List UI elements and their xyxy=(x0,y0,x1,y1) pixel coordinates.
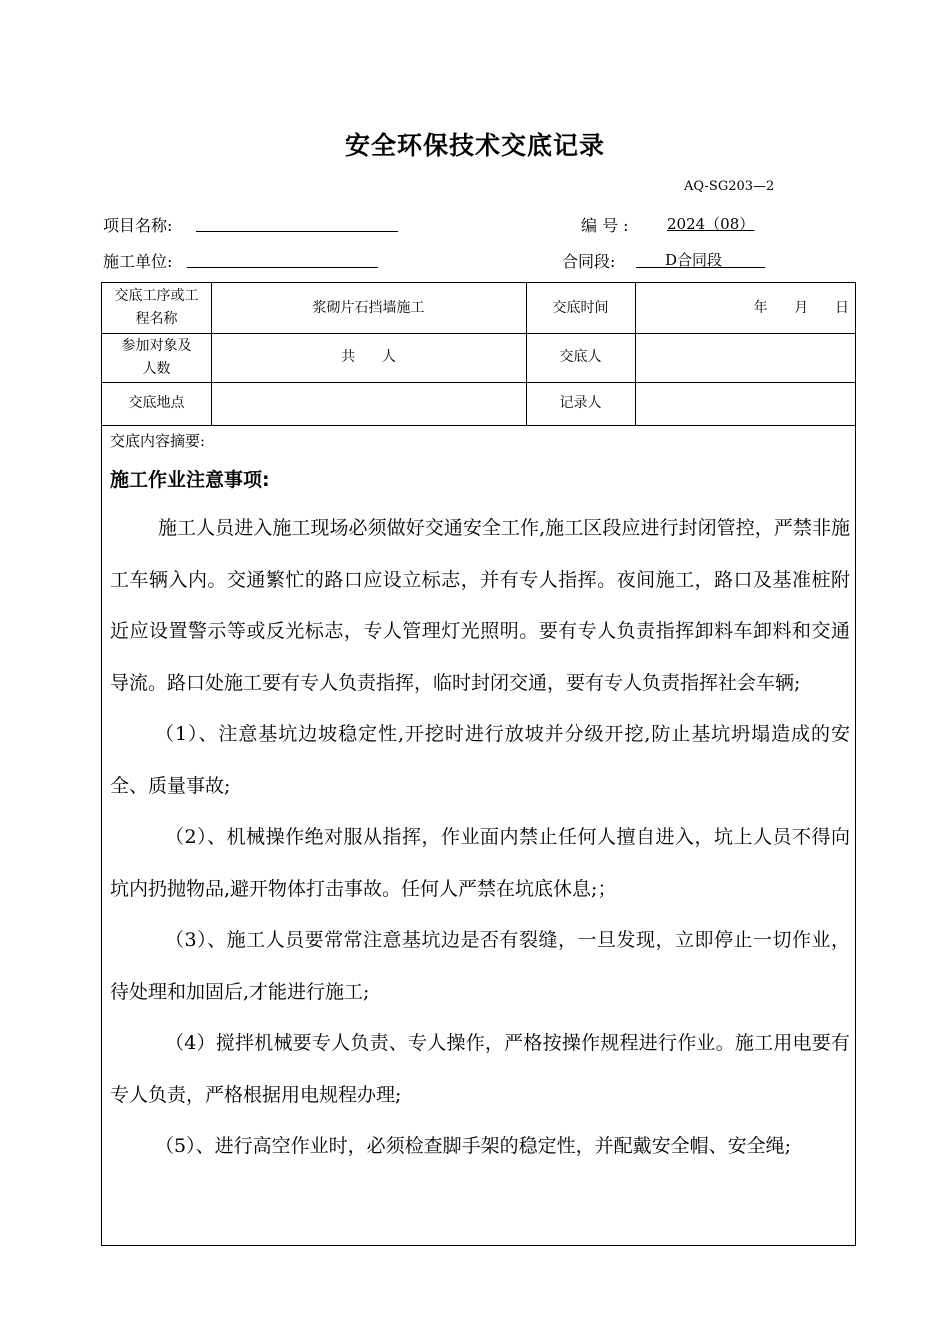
paragraph: （3）、施工人员要常常注意基坑边是否有裂缝，一旦发现，立即停止一切作业，待处理和加固后,才能进行施工; xyxy=(110,929,850,1003)
participants-label: 参加对象及人数 xyxy=(121,337,192,377)
document-title: 安全环保技术交底记录 xyxy=(344,131,605,160)
project-name-line xyxy=(196,231,398,232)
row-divider xyxy=(102,425,855,426)
paragraph: （1）、注意基坑边坡稳定性,开挖时进行放坡并分级开挖,防止基坑坍塌造成的安全、质量事故; xyxy=(110,723,850,797)
discloser-label: 交底人 xyxy=(559,349,602,365)
construction-unit-label: 施工单位: xyxy=(103,252,173,271)
recorder-label: 记录人 xyxy=(559,395,602,411)
contract-section-label: 合同段: xyxy=(562,252,616,271)
document-code: AQ-SG203—2 xyxy=(684,179,775,194)
process-name-label: 交底工序或工程名称 xyxy=(114,288,199,327)
paragraph: （4）搅拌机械要专人负责、专人操作，严格按操作规程进行作业。施工用电要有专人负责，严格根据用电规程办理; xyxy=(110,1032,850,1106)
participants-value: 共 人 xyxy=(341,349,396,365)
number-label: 编 号 : xyxy=(581,216,629,235)
disclosure-date: 年 月 日 xyxy=(753,299,849,316)
section-heading: 施工作业注意事项: xyxy=(110,469,270,491)
process-name-value: 浆砌片石挡墙施工 xyxy=(312,299,425,316)
project-name-label: 项目名称: xyxy=(103,216,173,235)
location-label: 交底地点 xyxy=(128,395,185,411)
paragraph: （5）、进行高空作业时，必须检查脚手架的稳定性，并配戴安全帽、安全绳; xyxy=(155,1135,791,1157)
disclosure-content xyxy=(110,503,850,1173)
number-value: 2024（08） xyxy=(667,215,755,233)
disclosure-time-label: 交底时间 xyxy=(552,299,609,316)
paragraph: （2）、机械操作绝对服从指挥，作业面内禁止任何人擅自进入，坑上人员不得向坑内扔抛物品,避开物体打击事故。任何人严禁在坑底休息;； xyxy=(110,826,850,900)
summary-label: 交底内容摘要: xyxy=(110,432,206,450)
construction-unit-line xyxy=(187,267,378,268)
row-divider xyxy=(102,382,855,383)
contract-section-value: D合同段 xyxy=(665,251,723,269)
paragraph: 施工人员进入施工现场必须做好交通安全工作,施工区段应进行封闭管控，严禁非施工车辆入内。交通繁忙的路口应设立标志，并有专人指挥。夜间施工，路口及基准桩附近应设置警示等或反光标志，专人管理灯光照明。要有专人负责指挥卸料车卸料和交通导流。路口处施工要有专人负责指挥，临时封闭交通，要有专人负责指挥社会车辆; xyxy=(110,517,850,694)
